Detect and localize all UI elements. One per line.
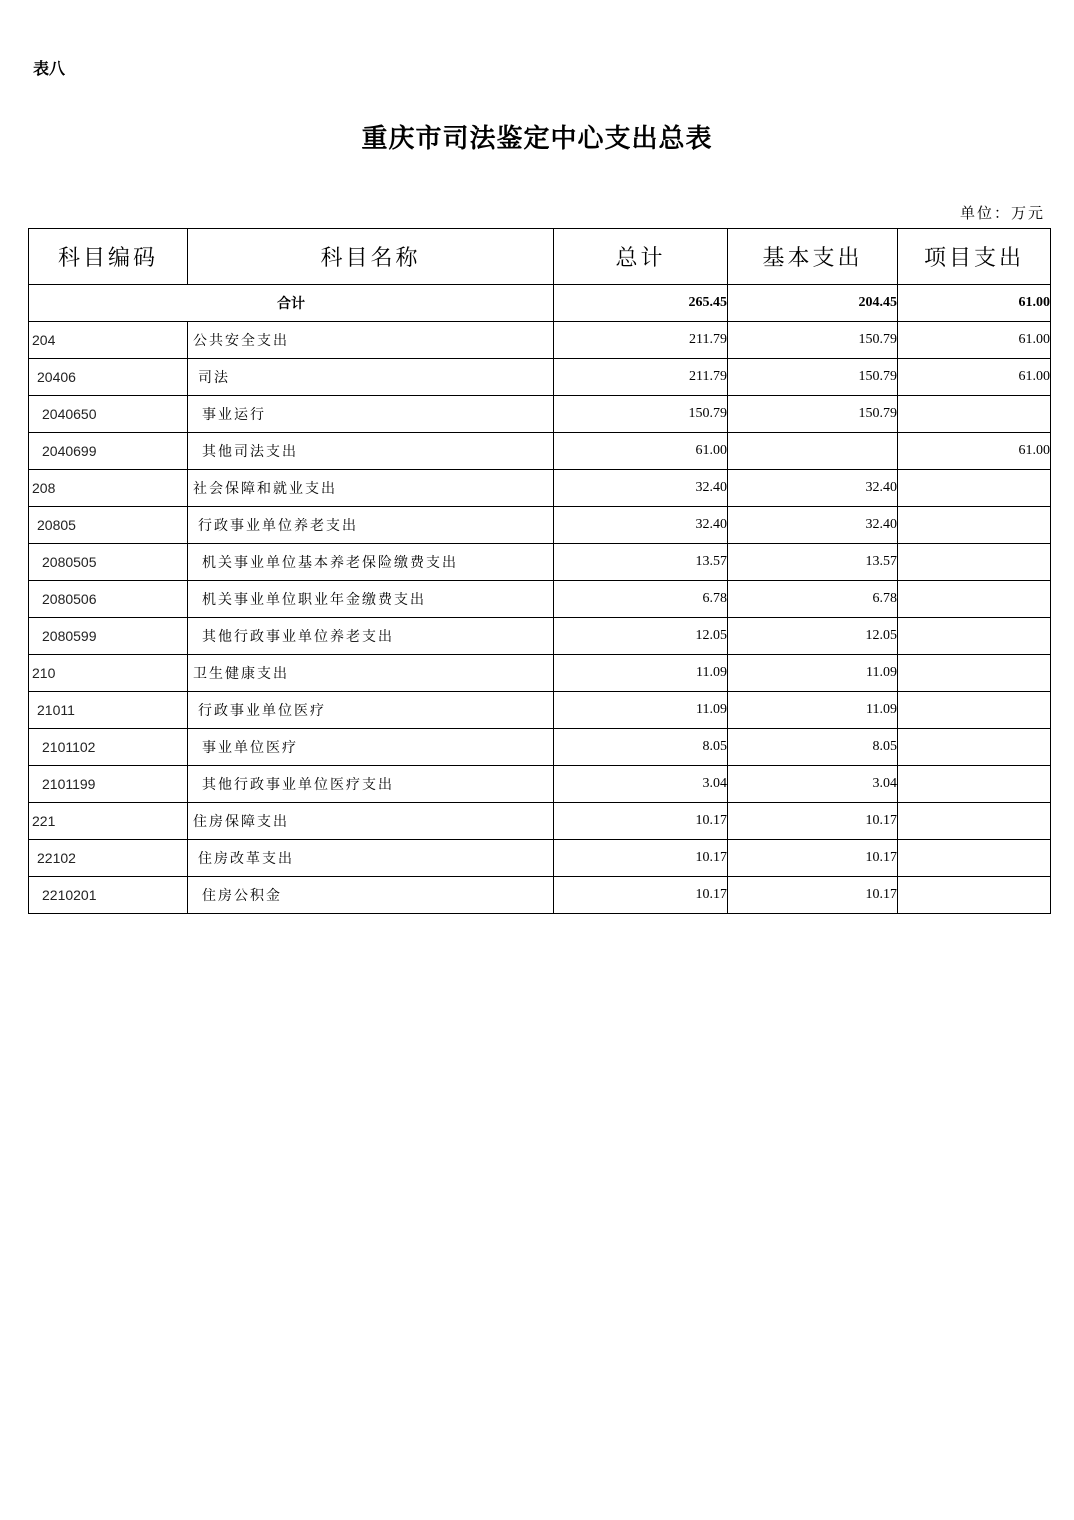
total-project: 61.00 [898, 285, 1051, 322]
row-project [898, 618, 1051, 655]
row-total: 61.00 [554, 433, 728, 470]
unit-label: 单位：万元 [959, 204, 1045, 222]
row-basic: 3.04 [728, 766, 898, 803]
header-project: 项目支出 [898, 229, 1051, 285]
row-name: 其他司法支出 [188, 433, 554, 470]
row-project: 61.00 [898, 322, 1051, 359]
header-basic: 基本支出 [728, 229, 898, 285]
row-code: 2080505 [29, 544, 188, 581]
row-code: 210 [29, 655, 188, 692]
total-label: 合计 [29, 285, 554, 322]
row-total: 10.17 [554, 803, 728, 840]
table-row [29, 359, 1051, 396]
row-total: 12.05 [554, 618, 728, 655]
row-basic: 150.79 [728, 396, 898, 433]
total-total: 265.45 [554, 285, 728, 322]
row-total: 10.17 [554, 840, 728, 877]
row-total: 3.04 [554, 766, 728, 803]
row-name: 事业运行 [188, 396, 554, 433]
row-basic: 13.57 [728, 544, 898, 581]
row-project [898, 877, 1051, 914]
row-total: 211.79 [554, 359, 728, 396]
row-total: 32.40 [554, 470, 728, 507]
row-project [898, 581, 1051, 618]
row-project [898, 396, 1051, 433]
row-code: 2080506 [29, 581, 188, 618]
row-project [898, 544, 1051, 581]
row-name: 住房改革支出 [188, 840, 554, 877]
header-total: 总计 [554, 229, 728, 285]
row-code: 221 [29, 803, 188, 840]
row-project [898, 470, 1051, 507]
row-project [898, 803, 1051, 840]
row-name: 司法 [188, 359, 554, 396]
row-total: 6.78 [554, 581, 728, 618]
row-total: 32.40 [554, 507, 728, 544]
row-name: 行政事业单位医疗 [188, 692, 554, 729]
row-total: 211.79 [554, 322, 728, 359]
row-basic: 11.09 [728, 692, 898, 729]
row-total: 8.05 [554, 729, 728, 766]
table-row [29, 766, 1051, 803]
row-basic: 10.17 [728, 877, 898, 914]
row-total: 10.17 [554, 877, 728, 914]
table-row [29, 803, 1051, 840]
row-name: 住房公积金 [188, 877, 554, 914]
row-name: 行政事业单位养老支出 [188, 507, 554, 544]
row-project: 61.00 [898, 433, 1051, 470]
row-project [898, 655, 1051, 692]
table-row [29, 877, 1051, 914]
row-basic: 10.17 [728, 840, 898, 877]
row-name: 其他行政事业单位养老支出 [188, 618, 554, 655]
row-code: 208 [29, 470, 188, 507]
row-name: 卫生健康支出 [188, 655, 554, 692]
table-row [29, 433, 1051, 470]
table-row [29, 729, 1051, 766]
table-row [29, 581, 1051, 618]
table-row [29, 507, 1051, 544]
row-name: 公共安全支出 [188, 322, 554, 359]
row-code: 204 [29, 322, 188, 359]
table-number-label: 表八 [33, 59, 66, 78]
row-project [898, 840, 1051, 877]
row-basic: 8.05 [728, 729, 898, 766]
row-code: 20805 [29, 507, 188, 544]
row-basic: 32.40 [728, 470, 898, 507]
row-code: 21011 [29, 692, 188, 729]
row-basic: 12.05 [728, 618, 898, 655]
row-code: 2101102 [29, 729, 188, 766]
table-row [29, 692, 1051, 729]
row-total: 13.57 [554, 544, 728, 581]
table-row [29, 618, 1051, 655]
table-row [29, 655, 1051, 692]
row-basic [728, 433, 898, 470]
row-code: 2101199 [29, 766, 188, 803]
row-project [898, 766, 1051, 803]
table-row [29, 396, 1051, 433]
row-basic: 150.79 [728, 322, 898, 359]
header-code: 科目编码 [29, 229, 188, 285]
table-row [29, 544, 1051, 581]
header-name: 科目名称 [188, 229, 554, 285]
row-project [898, 729, 1051, 766]
row-basic: 32.40 [728, 507, 898, 544]
row-name: 机关事业单位基本养老保险缴费支出 [188, 544, 554, 581]
row-name: 社会保障和就业支出 [188, 470, 554, 507]
document-title: 重庆市司法鉴定中心支出总表 [361, 124, 713, 154]
row-name: 住房保障支出 [188, 803, 554, 840]
row-name: 机关事业单位职业年金缴费支出 [188, 581, 554, 618]
row-name: 事业单位医疗 [188, 729, 554, 766]
table-header-row [29, 229, 1051, 285]
row-project [898, 507, 1051, 544]
row-project: 61.00 [898, 359, 1051, 396]
table-row [29, 322, 1051, 359]
row-basic: 150.79 [728, 359, 898, 396]
row-total: 150.79 [554, 396, 728, 433]
total-row [29, 285, 1051, 322]
row-total: 11.09 [554, 692, 728, 729]
table-row [29, 470, 1051, 507]
expenditure-table [28, 228, 1051, 914]
row-code: 2080599 [29, 618, 188, 655]
row-total: 11.09 [554, 655, 728, 692]
row-code: 20406 [29, 359, 188, 396]
row-name: 其他行政事业单位医疗支出 [188, 766, 554, 803]
row-basic: 6.78 [728, 581, 898, 618]
total-basic: 204.45 [728, 285, 898, 322]
row-code: 2210201 [29, 877, 188, 914]
table-row [29, 840, 1051, 877]
row-basic: 10.17 [728, 803, 898, 840]
row-basic: 11.09 [728, 655, 898, 692]
row-code: 22102 [29, 840, 188, 877]
row-project [898, 692, 1051, 729]
row-code: 2040650 [29, 396, 188, 433]
row-code: 2040699 [29, 433, 188, 470]
